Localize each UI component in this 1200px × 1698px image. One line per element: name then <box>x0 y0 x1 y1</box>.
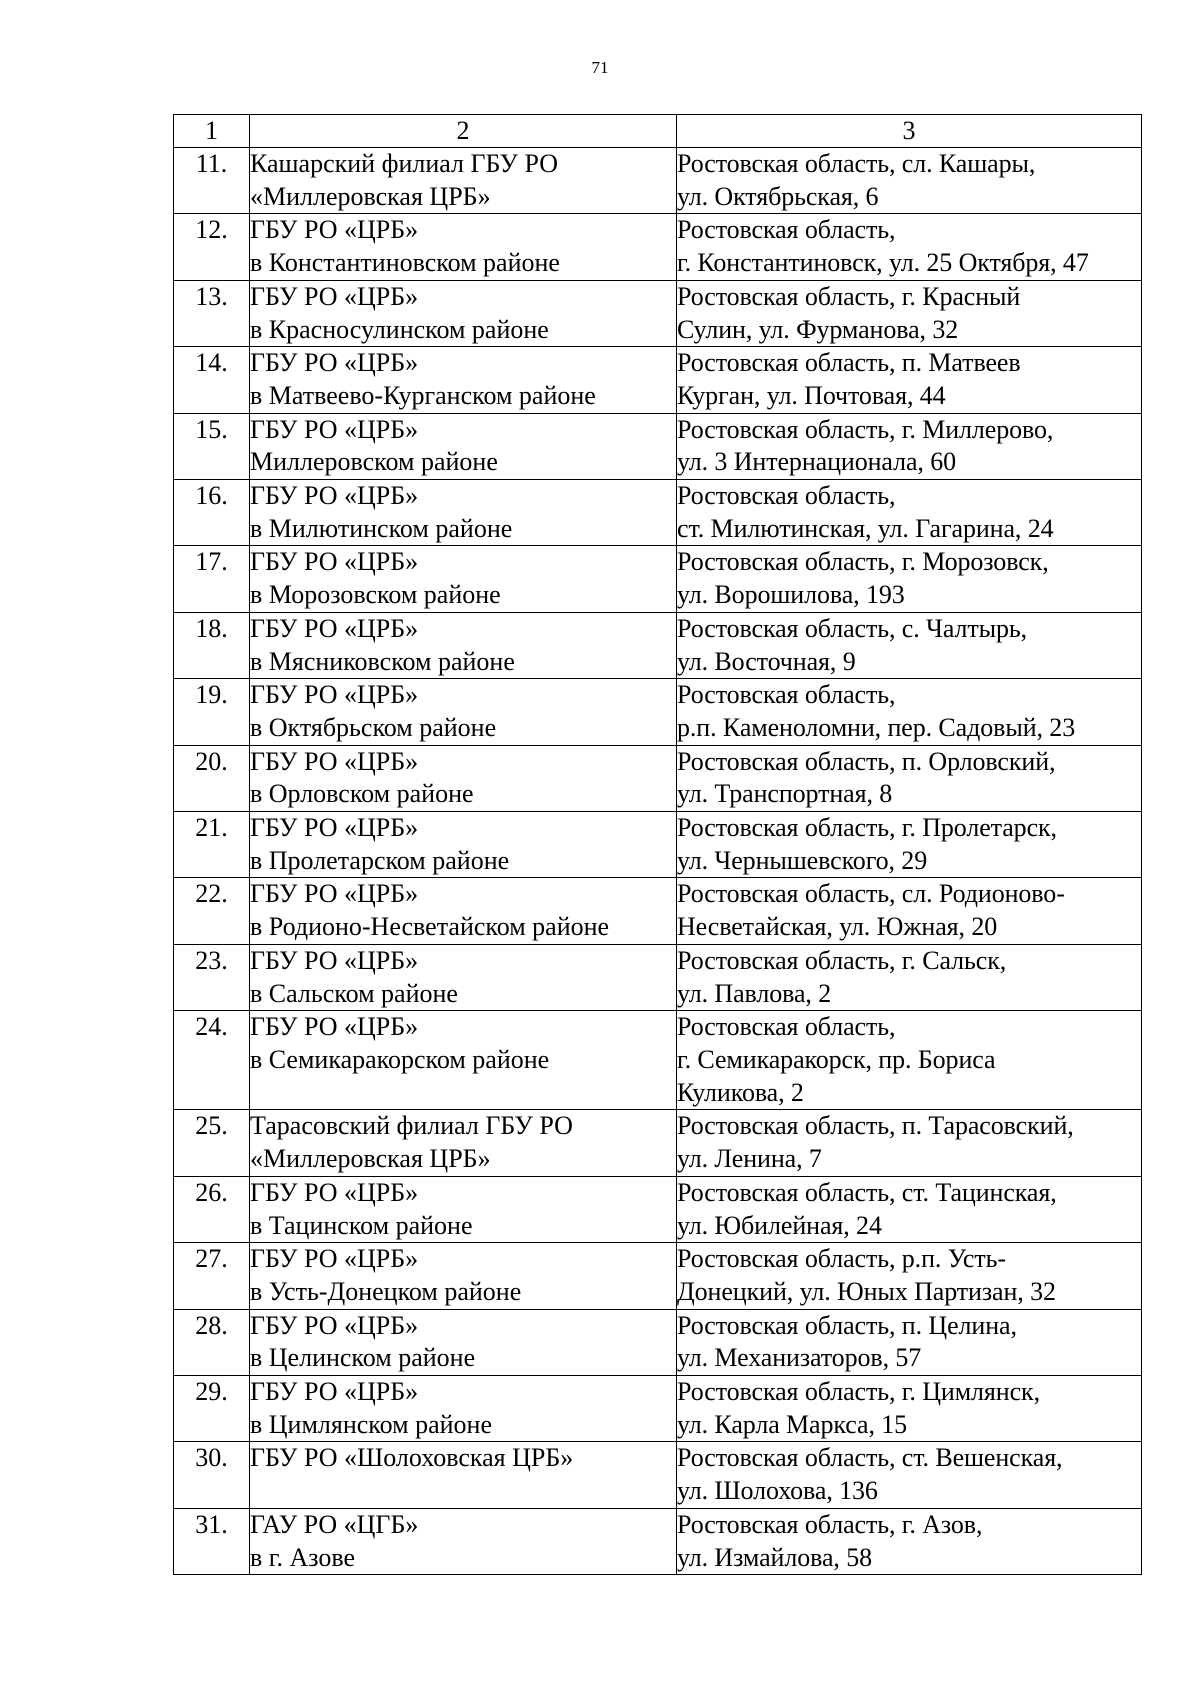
institution-name-line: в Орловском районе <box>250 779 474 809</box>
row-number: 20. <box>174 745 250 811</box>
address-cell <box>677 679 1142 745</box>
address-cell <box>677 480 1142 546</box>
address-cell <box>677 413 1142 479</box>
institution-name-line: ГБУ РО «ЦРБ» <box>250 1012 419 1042</box>
address-line: ул. Измайлова, 58 <box>677 1542 872 1572</box>
institution-name-cell <box>250 546 677 612</box>
table-body <box>174 115 1142 1575</box>
table-row <box>174 1011 1142 1110</box>
institution-name-cell <box>250 745 677 811</box>
institution-name-line: в Константиновском районе <box>250 248 560 278</box>
institution-name-line: Миллеровском районе <box>250 447 498 477</box>
institution-name-line: ГБУ РО «ЦРБ» <box>250 281 419 311</box>
row-number: 16. <box>174 480 250 546</box>
table-row <box>174 347 1142 413</box>
institution-name-line: в г. Азове <box>250 1542 356 1572</box>
address-cell <box>677 1243 1142 1309</box>
address-line: ул. Павлова, 2 <box>677 978 832 1008</box>
address-line: Ростовская область, сл. Кашары, <box>677 149 1036 178</box>
institution-name-line: в Милютинском районе <box>250 513 513 543</box>
table-row <box>174 1309 1142 1375</box>
institution-name-line: ГБУ РО «ЦРБ» <box>250 547 419 577</box>
address-line: Ростовская область, г. Пролетарск, <box>677 813 1057 843</box>
address-cell <box>677 812 1142 878</box>
address-line: Сулин, ул. Фурманова, 32 <box>677 314 959 344</box>
table-row <box>174 148 1142 214</box>
address-line: Ростовская область, сл. Родионово- <box>677 879 1065 909</box>
table-row <box>174 1176 1142 1242</box>
address-line: Ростовская область, ст. Вешенская, <box>677 1443 1063 1473</box>
institution-name-line: в Целинском районе <box>250 1343 476 1373</box>
institution-name-cell <box>250 347 677 413</box>
row-number: 27. <box>174 1243 250 1309</box>
address-line: Ростовская область, п. Целина, <box>677 1310 1017 1340</box>
table-row <box>174 413 1142 479</box>
institution-name-cell <box>250 280 677 346</box>
institution-name-line: в Октябрьском районе <box>250 712 497 742</box>
address-line: Ростовская область, п. Тарасовский, <box>677 1111 1074 1141</box>
row-number: 25. <box>174 1110 250 1176</box>
institution-name-line: ГБУ РО «ЦРБ» <box>250 1310 419 1340</box>
institution-name-cell <box>250 679 677 745</box>
address-line: Ростовская область, г. Морозовск, <box>677 547 1049 577</box>
address-line: г. Семикаракорск, пр. Бориса <box>677 1044 996 1074</box>
institution-name-line: ГБУ РО «ЦРБ» <box>250 481 419 511</box>
address-line: ул. Карла Маркса, 15 <box>677 1409 908 1439</box>
institution-name-line: ГБУ РО «ЦРБ» <box>250 813 419 843</box>
address-cell <box>677 280 1142 346</box>
table-row <box>174 546 1142 612</box>
institution-name-line: ГБУ РО «ЦРБ» <box>250 215 419 245</box>
address-cell <box>677 878 1142 944</box>
column-header-number: 1 <box>174 115 250 148</box>
table-row <box>174 1508 1142 1574</box>
address-line: Ростовская область, <box>677 1012 896 1042</box>
institution-name-cell <box>250 1176 677 1242</box>
address-cell <box>677 612 1142 678</box>
institution-name-cell <box>250 878 677 944</box>
institution-name-cell <box>250 413 677 479</box>
institution-name-line: в Родионо-Несветайском районе <box>250 912 610 942</box>
institution-name-line: Тарасовский филиал ГБУ РО <box>250 1111 573 1141</box>
address-line: Ростовская область, с. Чалтырь, <box>677 613 1028 643</box>
address-line: ул. 3 Интернационала, 60 <box>677 447 957 477</box>
address-line: Куликова, 2 <box>677 1077 804 1107</box>
row-number: 31. <box>174 1508 250 1574</box>
institutions-table <box>173 114 1142 1575</box>
address-line: ул. Ленина, 7 <box>677 1144 822 1174</box>
address-line: ул. Механизаторов, 57 <box>677 1343 922 1373</box>
institution-name-line: ГБУ РО «ЦРБ» <box>250 945 419 975</box>
table-row <box>174 1376 1142 1442</box>
address-line: ул. Ворошилова, 193 <box>677 580 905 610</box>
column-header-name: 2 <box>250 115 677 148</box>
address-line: ул. Транспортная, 8 <box>677 779 893 809</box>
table-row <box>174 480 1142 546</box>
institution-name-cell <box>250 1011 677 1110</box>
address-line: ул. Чернышевского, 29 <box>677 845 928 875</box>
address-line: ул. Восточная, 9 <box>677 646 856 676</box>
institution-name-cell <box>250 812 677 878</box>
address-line: Ростовская область, <box>677 215 896 245</box>
institution-name-cell <box>250 944 677 1010</box>
institution-name-line: в Усть-Донецком районе <box>250 1276 522 1306</box>
address-line: Ростовская область, п. Матвеев <box>677 348 1021 378</box>
address-cell <box>677 1442 1142 1508</box>
institution-name-line: в Сальском районе <box>250 978 458 1008</box>
table-row <box>174 214 1142 280</box>
institution-name-cell <box>250 1508 677 1574</box>
row-number: 17. <box>174 546 250 612</box>
institution-name-cell <box>250 1243 677 1309</box>
institution-name-line: «Миллеровская ЦРБ» <box>250 181 491 211</box>
institution-name-line: ГАУ РО «ЦГБ» <box>250 1509 419 1539</box>
institution-name-line: ГБУ РО «ЦРБ» <box>250 414 419 444</box>
address-line: Ростовская область, г. Миллерово, <box>677 414 1054 444</box>
address-line: Несветайская, ул. Южная, 20 <box>677 912 998 942</box>
row-number: 14. <box>174 347 250 413</box>
address-line: Ростовская область, г. Красный <box>677 281 1021 311</box>
institution-name-line: в Красносулинском районе <box>250 314 549 344</box>
address-cell <box>677 1110 1142 1176</box>
address-line: Ростовская область, р.п. Усть- <box>677 1244 1006 1274</box>
institution-name-cell <box>250 148 677 214</box>
address-line: Ростовская область, ст. Тацинская, <box>677 1177 1057 1207</box>
institution-name-line: ГБУ РО «ЦРБ» <box>250 879 419 909</box>
column-header-address: 3 <box>677 115 1142 148</box>
address-line: Курган, ул. Почтовая, 44 <box>677 380 946 410</box>
address-cell <box>677 1508 1142 1574</box>
institution-name-line: «Миллеровская ЦРБ» <box>250 1144 491 1174</box>
address-line: ул. Октябрьская, 6 <box>677 181 879 211</box>
address-cell <box>677 944 1142 1010</box>
row-number: 15. <box>174 413 250 479</box>
row-number: 24. <box>174 1011 250 1110</box>
address-cell <box>677 1176 1142 1242</box>
row-number: 12. <box>174 214 250 280</box>
address-cell <box>677 1011 1142 1110</box>
address-line: Ростовская область, <box>677 680 896 710</box>
institution-name-cell <box>250 480 677 546</box>
address-line: ул. Юбилейная, 24 <box>677 1210 882 1240</box>
table-row <box>174 812 1142 878</box>
row-number: 26. <box>174 1176 250 1242</box>
address-line: р.п. Каменоломни, пер. Садовый, 23 <box>677 712 1076 742</box>
table-row <box>174 1243 1142 1309</box>
institution-name-cell <box>250 612 677 678</box>
address-cell <box>677 1309 1142 1375</box>
address-line: Ростовская область, г. Азов, <box>677 1509 983 1539</box>
table-row <box>174 944 1142 1010</box>
institution-name-line: ГБУ РО «Шолоховская ЦРБ» <box>250 1443 574 1473</box>
address-cell <box>677 745 1142 811</box>
institution-name-line: в Матвеево-Курганском районе <box>250 380 596 410</box>
row-number: 19. <box>174 679 250 745</box>
row-number: 28. <box>174 1309 250 1375</box>
institution-name-line: ГБУ РО «ЦРБ» <box>250 1377 419 1407</box>
table-row <box>174 612 1142 678</box>
address-line: Ростовская область, г. Сальск, <box>677 945 1007 975</box>
address-line: Донецкий, ул. Юных Партизан, 32 <box>677 1276 1056 1306</box>
institution-name-cell <box>250 1442 677 1508</box>
institution-name-line: в Морозовском районе <box>250 580 501 610</box>
row-number: 23. <box>174 944 250 1010</box>
table-row <box>174 745 1142 811</box>
page-number: 71 <box>591 58 609 77</box>
address-cell <box>677 214 1142 280</box>
table-row <box>174 1110 1142 1176</box>
row-number: 22. <box>174 878 250 944</box>
institution-name-line: в Цимлянском районе <box>250 1409 492 1439</box>
institution-name-line: в Тацинском районе <box>250 1210 473 1240</box>
row-number: 11. <box>174 148 250 214</box>
institution-name-line: ГБУ РО «ЦРБ» <box>250 613 419 643</box>
address-line: ст. Милютинская, ул. Гагарина, 24 <box>677 513 1054 543</box>
address-line: Ростовская область, <box>677 481 896 511</box>
institution-name-cell <box>250 1110 677 1176</box>
table-row <box>174 679 1142 745</box>
address-cell <box>677 1376 1142 1442</box>
institution-name-line: Кашарский филиал ГБУ РО <box>250 149 559 178</box>
address-line: г. Константиновск, ул. 25 Октября, 47 <box>677 248 1089 278</box>
row-number: 13. <box>174 280 250 346</box>
institution-name-line: ГБУ РО «ЦРБ» <box>250 746 419 776</box>
row-number: 21. <box>174 812 250 878</box>
table-row <box>174 280 1142 346</box>
table-row <box>174 878 1142 944</box>
table-header-row <box>174 115 1142 148</box>
institution-name-cell <box>250 214 677 280</box>
address-cell <box>677 546 1142 612</box>
institution-name-cell <box>250 1376 677 1442</box>
institution-name-line: в Мясниковском районе <box>250 646 515 676</box>
table-row <box>174 1442 1142 1508</box>
address-cell <box>677 148 1142 214</box>
institution-name-line: ГБУ РО «ЦРБ» <box>250 348 419 378</box>
row-number: 29. <box>174 1376 250 1442</box>
institution-name-cell <box>250 1309 677 1375</box>
row-number: 30. <box>174 1442 250 1508</box>
address-line: Ростовская область, п. Орловский, <box>677 746 1056 776</box>
address-line: Ростовская область, г. Цимлянск, <box>677 1377 1040 1407</box>
institution-name-line: ГБУ РО «ЦРБ» <box>250 680 419 710</box>
institution-name-line: в Семикаракорском районе <box>250 1044 550 1074</box>
row-number: 18. <box>174 612 250 678</box>
institution-name-line: в Пролетарском районе <box>250 845 510 875</box>
institution-name-line: ГБУ РО «ЦРБ» <box>250 1177 419 1207</box>
address-line: ул. Шолохова, 136 <box>677 1476 878 1506</box>
address-cell <box>677 347 1142 413</box>
institution-name-line: ГБУ РО «ЦРБ» <box>250 1244 419 1274</box>
